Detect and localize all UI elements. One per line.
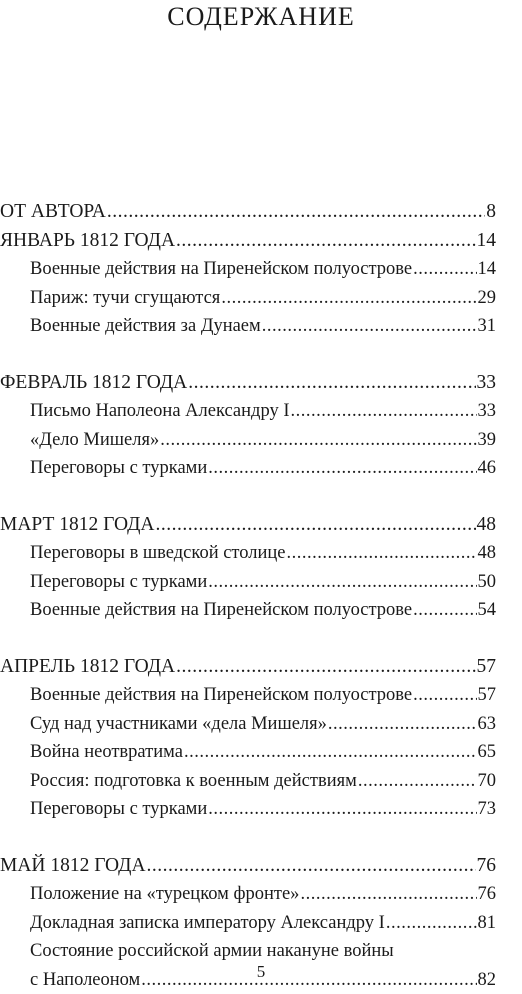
leader-dots — [300, 880, 476, 909]
section-gap — [0, 341, 496, 369]
toc-chapter-title: АПРЕЛЬ 1812 ГОДА — [0, 655, 176, 677]
toc-page-number: 82 — [477, 969, 496, 990]
toc-page-number: 73 — [477, 799, 496, 819]
toc-entry-title: «Дело Мишеля» — [30, 429, 160, 450]
leader-dots — [291, 397, 477, 426]
toc-page-number: 8 — [486, 201, 496, 222]
toc-entry-title: Война неотвратима — [30, 742, 183, 762]
toc-chapter-title: МАРТ 1812 ГОДА — [0, 513, 155, 535]
toc-page-number: 48 — [476, 513, 496, 535]
toc-page-number: 50 — [477, 571, 496, 592]
toc-chapter[interactable] — [0, 198, 496, 227]
leader-dots — [176, 227, 475, 256]
toc-entry[interactable] — [0, 568, 496, 597]
toc-page-number: 57 — [476, 655, 496, 677]
toc-entry-title: Переговоры с турками — [30, 571, 208, 592]
leader-dots — [358, 767, 477, 796]
toc-page-number: 81 — [477, 912, 496, 933]
toc-entry[interactable] — [0, 284, 496, 313]
toc-chapter[interactable] — [0, 653, 496, 682]
leader-dots — [413, 255, 476, 284]
toc-entry-title: Военные действия за Дунаем — [30, 316, 261, 336]
leader-dots — [176, 653, 475, 682]
toc-page-number: 57 — [477, 685, 496, 705]
toc-entry-title: Военные действия на Пиренейском полуострове — [30, 600, 413, 620]
leader-dots — [413, 681, 476, 710]
toc-entry[interactable] — [0, 909, 496, 938]
toc-entry-title: Военные действия на Пиренейском полуострове — [30, 685, 413, 705]
toc-entry[interactable] — [0, 681, 496, 710]
leader-dots — [155, 511, 475, 540]
toc-chapter[interactable] — [0, 227, 496, 256]
table-of-contents — [0, 198, 496, 994]
toc-page-number: 48 — [477, 543, 496, 563]
toc-page-number: 33 — [476, 371, 496, 393]
toc-entry[interactable] — [0, 312, 496, 341]
leader-dots — [386, 909, 477, 938]
toc-entry[interactable] — [0, 426, 496, 455]
toc-page-number: 14 — [476, 229, 496, 251]
leader-dots — [184, 738, 477, 767]
toc-page-number: 33 — [477, 401, 496, 421]
toc-entry-title: Париж: тучи сгущаются — [30, 287, 221, 308]
toc-entry-title: Суд над участниками «дела Мишеля» — [30, 713, 327, 734]
toc-entry-title: Переговоры с турками — [30, 458, 208, 478]
toc-page-number: 54 — [477, 600, 496, 620]
toc-page-number: 76 — [477, 884, 496, 904]
toc-entry[interactable] — [0, 767, 496, 796]
page-number-footer: 5 — [256, 962, 266, 981]
toc-chapter-title: ОТ АВТОРА — [0, 201, 106, 222]
leader-dots — [413, 596, 476, 625]
toc-page-number: 70 — [477, 770, 496, 791]
toc-chapter[interactable] — [0, 852, 496, 881]
toc-entry[interactable] — [0, 738, 496, 767]
toc-entry-title: Письмо Наполеона Александру I — [30, 401, 290, 421]
leader-dots — [147, 852, 476, 881]
toc-entry-title: Положение на «турецком фронте» — [30, 884, 300, 904]
toc-chapter-title: ФЕВРАЛЬ 1812 ГОДА — [0, 371, 188, 393]
toc-page-number: 46 — [477, 458, 496, 478]
toc-entry[interactable] — [0, 710, 496, 739]
toc-entry[interactable] — [0, 880, 496, 909]
leader-dots — [287, 539, 477, 568]
leader-dots — [328, 710, 477, 739]
toc-entry-title: Состояние российской армии накануне войны — [30, 941, 394, 961]
toc-chapter-title: МАЙ 1812 ГОДА — [0, 854, 146, 876]
toc-entry[interactable] — [0, 596, 496, 625]
toc-page-number: 39 — [477, 429, 496, 450]
leader-dots — [107, 198, 485, 227]
toc-entry[interactable] — [0, 255, 496, 284]
leader-dots — [208, 568, 476, 597]
toc-entry-title: Переговоры с турками — [30, 799, 208, 819]
leader-dots — [160, 426, 476, 455]
page-title: СОДЕРЖАНИЕ — [167, 2, 355, 31]
toc-entry-title: с Наполеоном — [30, 969, 141, 990]
leader-dots — [221, 284, 476, 313]
toc-page-number: 29 — [477, 287, 496, 308]
toc-page-number: 14 — [477, 259, 496, 279]
toc-entry[interactable] — [0, 454, 496, 483]
toc-page-number: 31 — [477, 316, 496, 336]
toc-entry[interactable] — [0, 795, 496, 824]
toc-page-number: 65 — [477, 742, 496, 762]
section-gap — [0, 625, 496, 653]
leader-dots — [208, 454, 476, 483]
toc-chapter-title: ЯНВАРЬ 1812 ГОДА — [0, 229, 176, 251]
toc-entry-title: Переговоры в шведской столице — [30, 543, 286, 563]
toc-chapter[interactable] — [0, 511, 496, 540]
toc-entry-title: Россия: подготовка к военным действиям — [30, 770, 357, 791]
toc-entry-title: Военные действия на Пиренейском полуострове — [30, 259, 413, 279]
toc-entry-title: Докладная записка императору Александру I — [30, 912, 385, 933]
leader-dots — [188, 369, 475, 398]
toc-page-number: 63 — [477, 713, 496, 734]
section-gap — [0, 483, 496, 511]
section-gap — [0, 824, 496, 852]
leader-dots — [208, 795, 476, 824]
toc-page-number: 76 — [476, 854, 496, 876]
toc-chapter[interactable] — [0, 369, 496, 398]
leader-dots — [262, 312, 477, 341]
toc-entry[interactable] — [0, 539, 496, 568]
toc-entry[interactable] — [0, 397, 496, 426]
